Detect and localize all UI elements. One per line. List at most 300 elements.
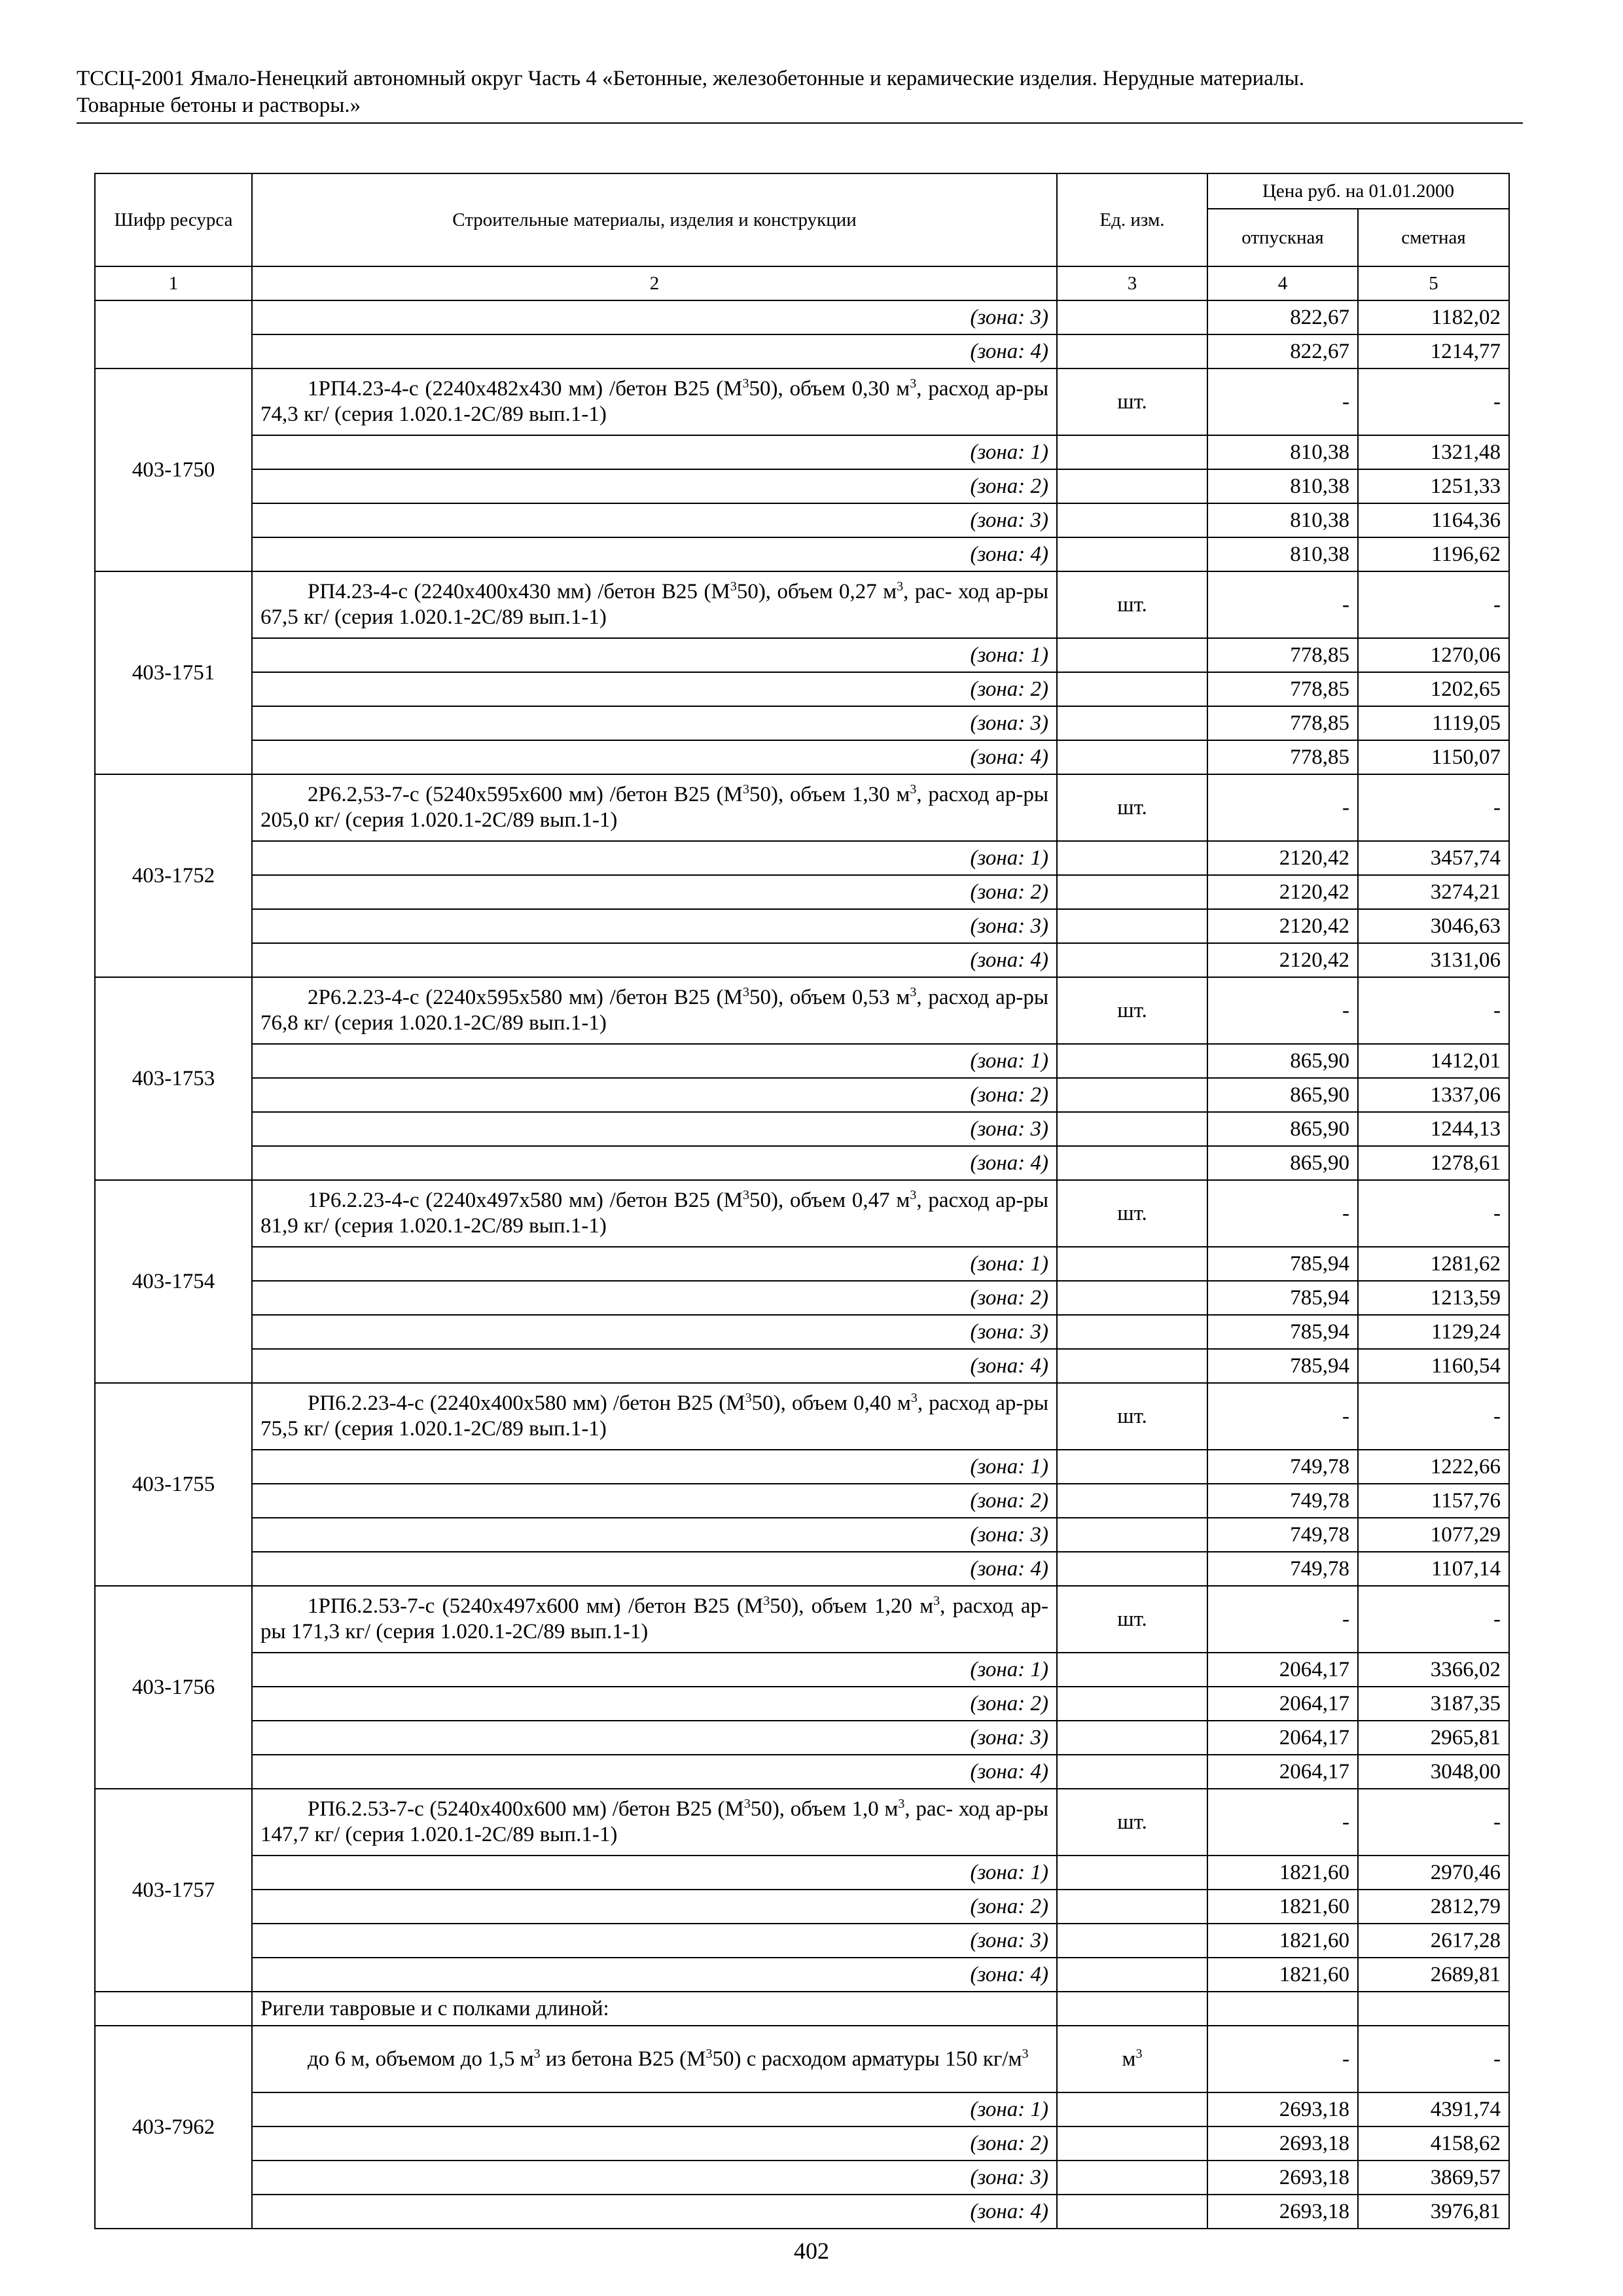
resource-code: 403-1755: [95, 1383, 252, 1586]
release-price: 822,67: [1207, 334, 1358, 368]
zone-label: (зона: 2): [252, 1078, 1057, 1112]
unit-text: шт.: [1117, 1810, 1147, 1834]
table-row: [95, 740, 1509, 774]
resource-code: 403-1756: [95, 1586, 252, 1789]
unit-cell: [1057, 1992, 1207, 2026]
header-estimate-price: сметная: [1358, 209, 1509, 266]
estimate-price: 1182,02: [1358, 300, 1509, 334]
estimate-price: 1214,77: [1358, 334, 1509, 368]
release-price: 1821,60: [1207, 1856, 1358, 1890]
estimate-price: 1270,06: [1358, 638, 1509, 672]
release-price: 2120,42: [1207, 841, 1358, 875]
table-row: [95, 1687, 1509, 1721]
estimate-price: 2689,81: [1358, 1958, 1509, 1992]
superscript: 3: [910, 1188, 917, 1202]
description-part: , расход ар-ры 171,3 кг/ (серия 1.020.1-2С/89 вып.1-1): [260, 1594, 1049, 1643]
column-number: 5: [1358, 266, 1509, 300]
unit-cell: [1057, 1044, 1207, 1078]
estimate-price: 1196,62: [1358, 537, 1509, 571]
estimate-price: 1412,01: [1358, 1044, 1509, 1078]
table-row: [95, 1856, 1509, 1890]
section-row: [95, 1992, 1509, 2026]
superscript: 3: [745, 1391, 752, 1405]
estimate-price: 1077,29: [1358, 1518, 1509, 1552]
zone-label: (зона: 4): [252, 740, 1057, 774]
release-price: 785,94: [1207, 1281, 1358, 1315]
estimate-price: 1278,61: [1358, 1146, 1509, 1180]
unit-text: шт.: [1117, 1607, 1147, 1631]
estimate-price: 4158,62: [1358, 2126, 1509, 2161]
zone-label: (зона: 4): [252, 943, 1057, 977]
release-price: 778,85: [1207, 638, 1358, 672]
item-description: [252, 977, 1057, 1044]
zone-label: (зона: 1): [252, 841, 1057, 875]
estimate-price: 2970,46: [1358, 1856, 1509, 1890]
release-price: 2693,18: [1207, 2126, 1358, 2161]
item-description: [252, 571, 1057, 638]
description-part: 50) с расходом арматуры 150 кг/м: [712, 2047, 1022, 2071]
table-row: [95, 909, 1509, 943]
table-row: [95, 1890, 1509, 1924]
unit-cell: [1057, 1247, 1207, 1281]
table-row: [95, 977, 1509, 1044]
table-row: [95, 1180, 1509, 1247]
estimate-price: 1129,24: [1358, 1315, 1509, 1349]
description-text: [260, 1391, 1048, 1442]
estimate-price: 3048,00: [1358, 1755, 1509, 1789]
table-row: [95, 2161, 1509, 2195]
table-row: [95, 1315, 1509, 1349]
resource-code: 403-7962: [95, 2026, 252, 2229]
description-part: , расход ар-ры 75,5 кг/ (серия 1.020.1-2С/89 вып.1-1): [260, 1391, 1048, 1441]
estimate-price: 3457,74: [1358, 841, 1509, 875]
estimate-price: -: [1358, 1383, 1509, 1450]
table-row: [95, 1552, 1509, 1586]
description-part: 1Р6.2.23-4-с (2240х497х580 мм) /бетон В25 (М: [308, 1189, 743, 1212]
estimate-price: -: [1358, 571, 1509, 638]
unit-text: шт.: [1117, 389, 1147, 414]
zone-label: (зона: 1): [252, 1653, 1057, 1687]
superscript: 3: [533, 2046, 541, 2061]
zone-label: (зона: 4): [252, 2195, 1057, 2229]
zone-label: (зона: 1): [252, 1450, 1057, 1484]
unit-cell: [1057, 1687, 1207, 1721]
description-text: [260, 2047, 1028, 2072]
release-price: 1821,60: [1207, 1924, 1358, 1958]
estimate-price: 3274,21: [1358, 875, 1509, 909]
header-line-2: Товарные бетоны и растворы.»: [77, 94, 361, 117]
table-row: [95, 1044, 1509, 1078]
unit-cell: [1057, 1484, 1207, 1518]
zone-label: (зона: 2): [252, 1687, 1057, 1721]
superscript: 3: [910, 782, 917, 797]
description-part: , расход ар-ры 76,8 кг/ (серия 1.020.1-2С/89 вып.1-1): [260, 986, 1048, 1035]
unit-cell: [1057, 2195, 1207, 2229]
description-part: до 6 м, объемом до 1,5 м: [308, 2047, 534, 2071]
estimate-price: -: [1358, 977, 1509, 1044]
release-price: 2693,18: [1207, 2092, 1358, 2126]
release-price: 2693,18: [1207, 2195, 1358, 2229]
release-price: 2120,42: [1207, 943, 1358, 977]
estimate-price: 1222,66: [1358, 1450, 1509, 1484]
column-number: 4: [1207, 266, 1358, 300]
resource-code: 403-1757: [95, 1789, 252, 1992]
estimate-price: 3046,63: [1358, 909, 1509, 943]
description-part: 50), объем 0,53 м: [749, 986, 910, 1009]
unit-text: шт.: [1117, 1404, 1147, 1428]
estimate-price: 1157,76: [1358, 1484, 1509, 1518]
release-price: 2064,17: [1207, 1755, 1358, 1789]
description-part: 50), объем 0,27 м: [736, 580, 897, 603]
description-text: [260, 782, 1048, 833]
unit-cell: [1057, 2092, 1207, 2126]
zone-label: (зона: 3): [252, 1518, 1057, 1552]
table-row: [95, 2195, 1509, 2229]
zone-label: (зона: 3): [252, 503, 1057, 537]
zone-label: (зона: 4): [252, 334, 1057, 368]
unit-cell: [1057, 334, 1207, 368]
item-description: [252, 1789, 1057, 1856]
header-price: Цена руб. на 01.01.2000: [1207, 173, 1509, 209]
resource-code: 403-1753: [95, 977, 252, 1180]
estimate-price: 2965,81: [1358, 1721, 1509, 1755]
table-row: [95, 469, 1509, 503]
unit-text: шт.: [1117, 998, 1147, 1022]
description-part: , расход ар-ры 74,3 кг/ (серия 1.020.1-2С/89 вып.1-1): [260, 377, 1049, 426]
description-part: 50), объем 0,40 м: [751, 1391, 911, 1415]
release-price: 810,38: [1207, 537, 1358, 571]
document-header: [77, 65, 1523, 119]
table-row: [95, 2126, 1509, 2161]
description-part: , расход ар-ры 205,0 кг/ (серия 1.020.1-2С/89 вып.1-1): [260, 783, 1048, 832]
unit-of-measure: [1057, 1383, 1207, 1450]
superscript: 3: [910, 1391, 918, 1405]
item-description: [252, 1180, 1057, 1247]
description-text: [260, 376, 1048, 427]
description-part: из бетона В25 (М: [540, 2047, 706, 2071]
release-price: 2120,42: [1207, 875, 1358, 909]
estimate-price: 3366,02: [1358, 1653, 1509, 1687]
description-text: [260, 985, 1048, 1036]
unit-text: шт.: [1117, 1201, 1147, 1225]
estimate-price: -: [1358, 1586, 1509, 1653]
estimate-price: 1202,65: [1358, 672, 1509, 706]
table-row: [95, 1924, 1509, 1958]
description-part: 50), объем 0,30 м: [749, 377, 910, 401]
table-row: [95, 1755, 1509, 1789]
unit-of-measure: [1057, 1586, 1207, 1653]
description-text: [260, 1594, 1048, 1645]
unit-cell: [1057, 1281, 1207, 1315]
superscript: 3: [1135, 2046, 1143, 2061]
release-price: 778,85: [1207, 672, 1358, 706]
description-text: [260, 1188, 1048, 1239]
unit-of-measure: [1057, 2026, 1207, 2092]
description-part: 50), объем 1,30 м: [749, 783, 910, 806]
description-part: РП6.2.53-7-с (5240х400х600 мм) /бетон В25 (М: [308, 1797, 744, 1821]
page-number: 402: [794, 2238, 829, 2264]
release-price: 2064,17: [1207, 1721, 1358, 1755]
estimate-price: 1107,14: [1358, 1552, 1509, 1586]
table-row: [95, 875, 1509, 909]
release-price: [1207, 1992, 1358, 2026]
unit-cell: [1057, 435, 1207, 469]
resource-code: 403-1751: [95, 571, 252, 774]
header-release-price: отпускная: [1207, 209, 1358, 266]
release-price: 2064,17: [1207, 1687, 1358, 1721]
release-price: 1821,60: [1207, 1890, 1358, 1924]
unit-cell: [1057, 740, 1207, 774]
section-title: Ригели тавровые и с полками длиной:: [252, 1992, 1057, 2026]
zone-label: (зона: 3): [252, 1924, 1057, 1958]
table-row: [95, 1518, 1509, 1552]
superscript: 3: [910, 376, 917, 391]
release-price: -: [1207, 1383, 1358, 1450]
release-price: 785,94: [1207, 1349, 1358, 1383]
estimate-price: 1281,62: [1358, 1247, 1509, 1281]
superscript: 3: [742, 782, 749, 797]
table-row: [95, 368, 1509, 435]
item-description: [252, 1586, 1057, 1653]
zone-label: (зона: 3): [252, 909, 1057, 943]
description-text: [260, 579, 1048, 630]
estimate-price: 1150,07: [1358, 740, 1509, 774]
unit-cell: [1057, 1856, 1207, 1890]
release-price: 785,94: [1207, 1315, 1358, 1349]
unit-cell: [1057, 1450, 1207, 1484]
header-name: Строительные материалы, изделия и конструкции: [252, 173, 1057, 266]
unit-cell: [1057, 1924, 1207, 1958]
estimate-price: 1119,05: [1358, 706, 1509, 740]
release-price: 749,78: [1207, 1484, 1358, 1518]
table-row: [95, 1281, 1509, 1315]
release-price: 778,85: [1207, 706, 1358, 740]
estimate-price: 4391,74: [1358, 2092, 1509, 2126]
unit-cell: [1057, 1518, 1207, 1552]
release-price: -: [1207, 368, 1358, 435]
estimate-price: [1358, 1992, 1509, 2026]
description-part: , рас- ход ар-ры 147,7 кг/ (серия 1.020.1-2С/89 вып.1-1): [260, 1797, 1048, 1846]
zone-label: (зона: 2): [252, 1890, 1057, 1924]
unit-cell: [1057, 503, 1207, 537]
unit-cell: [1057, 469, 1207, 503]
estimate-price: -: [1358, 774, 1509, 841]
zone-label: (зона: 4): [252, 1958, 1057, 1992]
estimate-price: 3187,35: [1358, 1687, 1509, 1721]
description-text: [260, 1797, 1048, 1848]
unit-of-measure: [1057, 571, 1207, 638]
unit-of-measure: [1057, 774, 1207, 841]
superscript: 3: [742, 985, 749, 999]
unit-cell: [1057, 1958, 1207, 1992]
release-price: 785,94: [1207, 1247, 1358, 1281]
resource-code: 403-1752: [95, 774, 252, 977]
table-row: [95, 1653, 1509, 1687]
unit-cell: [1057, 1721, 1207, 1755]
zone-label: (зона: 4): [252, 1349, 1057, 1383]
table-row: [95, 672, 1509, 706]
release-price: 1821,60: [1207, 1958, 1358, 1992]
table-row: [95, 300, 1509, 334]
superscript: 3: [742, 1188, 749, 1202]
estimate-price: 1337,06: [1358, 1078, 1509, 1112]
release-price: -: [1207, 1180, 1358, 1247]
release-price: -: [1207, 1789, 1358, 1856]
resource-code-cell: [95, 1992, 252, 2026]
zone-label: (зона: 3): [252, 1112, 1057, 1146]
superscript: 3: [933, 1594, 940, 1608]
release-price: 822,67: [1207, 300, 1358, 334]
description-part: 50), объем 0,47 м: [749, 1189, 910, 1212]
estimate-price: 1160,54: [1358, 1349, 1509, 1383]
superscript: 3: [730, 579, 737, 594]
release-price: 2064,17: [1207, 1653, 1358, 1687]
header-code: Шифр ресурса: [95, 173, 252, 266]
release-price: 749,78: [1207, 1450, 1358, 1484]
unit-of-measure: [1057, 368, 1207, 435]
unit-cell: [1057, 706, 1207, 740]
description-part: РП6.2.23-4-с (2240х400х580 мм) /бетон В25 (М: [308, 1391, 745, 1415]
zone-label: (зона: 2): [252, 2126, 1057, 2161]
resource-code-cell: [95, 300, 252, 368]
zone-label: (зона: 3): [252, 1315, 1057, 1349]
table-row: [95, 1958, 1509, 1992]
superscript: 3: [1022, 2046, 1029, 2061]
estimate-price: 3869,57: [1358, 2161, 1509, 2195]
table-row: [95, 1112, 1509, 1146]
zone-label: (зона: 4): [252, 537, 1057, 571]
superscript: 3: [742, 376, 749, 391]
table-row: [95, 1484, 1509, 1518]
description-part: 50), объем 1,20 м: [770, 1594, 934, 1618]
table-row: [95, 334, 1509, 368]
unit-cell: [1057, 638, 1207, 672]
description-part: , рас- ход ар-ры 67,5 кг/ (серия 1.020.1-2С/89 вып.1-1): [260, 580, 1048, 629]
unit-cell: [1057, 672, 1207, 706]
unit-of-measure: [1057, 977, 1207, 1044]
unit-cell: [1057, 841, 1207, 875]
unit-cell: [1057, 2161, 1207, 2195]
release-price: -: [1207, 2026, 1358, 2092]
zone-label: (зона: 4): [252, 1552, 1057, 1586]
unit-cell: [1057, 1653, 1207, 1687]
table-row: [95, 537, 1509, 571]
release-price: 2120,42: [1207, 909, 1358, 943]
estimate-price: 3976,81: [1358, 2195, 1509, 2229]
header-rule: [77, 122, 1523, 124]
estimate-price: 1321,48: [1358, 435, 1509, 469]
superscript: 3: [910, 985, 917, 999]
description-part: 1РП6.2.53-7-с (5240х497х600 мм) /бетон В25 (М: [308, 1594, 764, 1618]
estimate-price: -: [1358, 1180, 1509, 1247]
superscript: 3: [897, 579, 904, 594]
unit-cell: [1057, 1146, 1207, 1180]
release-price: 865,90: [1207, 1112, 1358, 1146]
superscript: 3: [705, 2046, 713, 2061]
estimate-price: 1244,13: [1358, 1112, 1509, 1146]
release-price: -: [1207, 977, 1358, 1044]
zone-label: (зона: 1): [252, 435, 1057, 469]
unit-of-measure: [1057, 1180, 1207, 1247]
estimate-price: 1213,59: [1358, 1281, 1509, 1315]
header-line-1: ТССЦ-2001 Ямало-Ненецкий автономный округ Часть 4 «Бетонные, железобетонные и керамические изделия. Нерудные материалы.: [77, 67, 1305, 90]
item-description: [252, 774, 1057, 841]
estimate-price: 1251,33: [1358, 469, 1509, 503]
unit-cell: [1057, 1755, 1207, 1789]
zone-label: (зона: 2): [252, 672, 1057, 706]
table-row: [95, 1721, 1509, 1755]
zone-label: (зона: 1): [252, 1044, 1057, 1078]
release-price: 865,90: [1207, 1146, 1358, 1180]
header-unit: Ед. изм.: [1057, 173, 1207, 266]
table-row: [95, 1146, 1509, 1180]
table-row: [95, 2026, 1509, 2092]
unit-cell: [1057, 943, 1207, 977]
zone-label: (зона: 3): [252, 2161, 1057, 2195]
zone-label: (зона: 4): [252, 1755, 1057, 1789]
estimate-price: 3131,06: [1358, 943, 1509, 977]
zone-label: (зона: 2): [252, 875, 1057, 909]
unit-cell: [1057, 300, 1207, 334]
zone-label: (зона: 3): [252, 1721, 1057, 1755]
item-description: [252, 368, 1057, 435]
column-number: 2: [252, 266, 1057, 300]
zone-label: (зона: 1): [252, 2092, 1057, 2126]
zone-label: (зона: 2): [252, 469, 1057, 503]
description-part: , расход ар-ры 81,9 кг/ (серия 1.020.1-2С/89 вып.1-1): [260, 1189, 1048, 1238]
superscript: 3: [763, 1594, 770, 1608]
table-row: [95, 1078, 1509, 1112]
unit-cell: [1057, 537, 1207, 571]
estimate-price: -: [1358, 368, 1509, 435]
unit-cell: [1057, 1890, 1207, 1924]
unit-cell: [1057, 2126, 1207, 2161]
release-price: 865,90: [1207, 1078, 1358, 1112]
estimate-price: 1164,36: [1358, 503, 1509, 537]
unit-cell: [1057, 1078, 1207, 1112]
unit-text: шт.: [1117, 795, 1147, 819]
zone-label: (зона: 2): [252, 1281, 1057, 1315]
unit-of-measure: [1057, 1789, 1207, 1856]
release-price: 749,78: [1207, 1552, 1358, 1586]
unit-cell: [1057, 1112, 1207, 1146]
item-description: [252, 1383, 1057, 1450]
unit-cell: [1057, 875, 1207, 909]
superscript: 3: [898, 1797, 905, 1811]
estimate-price: 2812,79: [1358, 1890, 1509, 1924]
zone-label: (зона: 3): [252, 300, 1057, 334]
table-row: [95, 943, 1509, 977]
table-row: [95, 1586, 1509, 1653]
description-part: 1РП4.23-4-с (2240х482х430 мм) /бетон В25 (М: [308, 377, 743, 401]
release-price: 778,85: [1207, 740, 1358, 774]
column-number: 3: [1057, 266, 1207, 300]
description-part: РП4.23-4-с (2240х400х430 мм) /бетон В25 (М: [308, 580, 730, 603]
release-price: -: [1207, 571, 1358, 638]
price-table: [94, 173, 1510, 2229]
release-price: -: [1207, 1586, 1358, 1653]
zone-label: (зона: 1): [252, 1856, 1057, 1890]
unit-cell: [1057, 1349, 1207, 1383]
release-price: 2693,18: [1207, 2161, 1358, 2195]
table-row: [95, 503, 1509, 537]
table-row: [95, 638, 1509, 672]
zone-label: (зона: 1): [252, 638, 1057, 672]
table-row: [95, 774, 1509, 841]
table-row: [95, 1349, 1509, 1383]
item-description: [252, 2026, 1057, 2092]
zone-label: (зона: 2): [252, 1484, 1057, 1518]
